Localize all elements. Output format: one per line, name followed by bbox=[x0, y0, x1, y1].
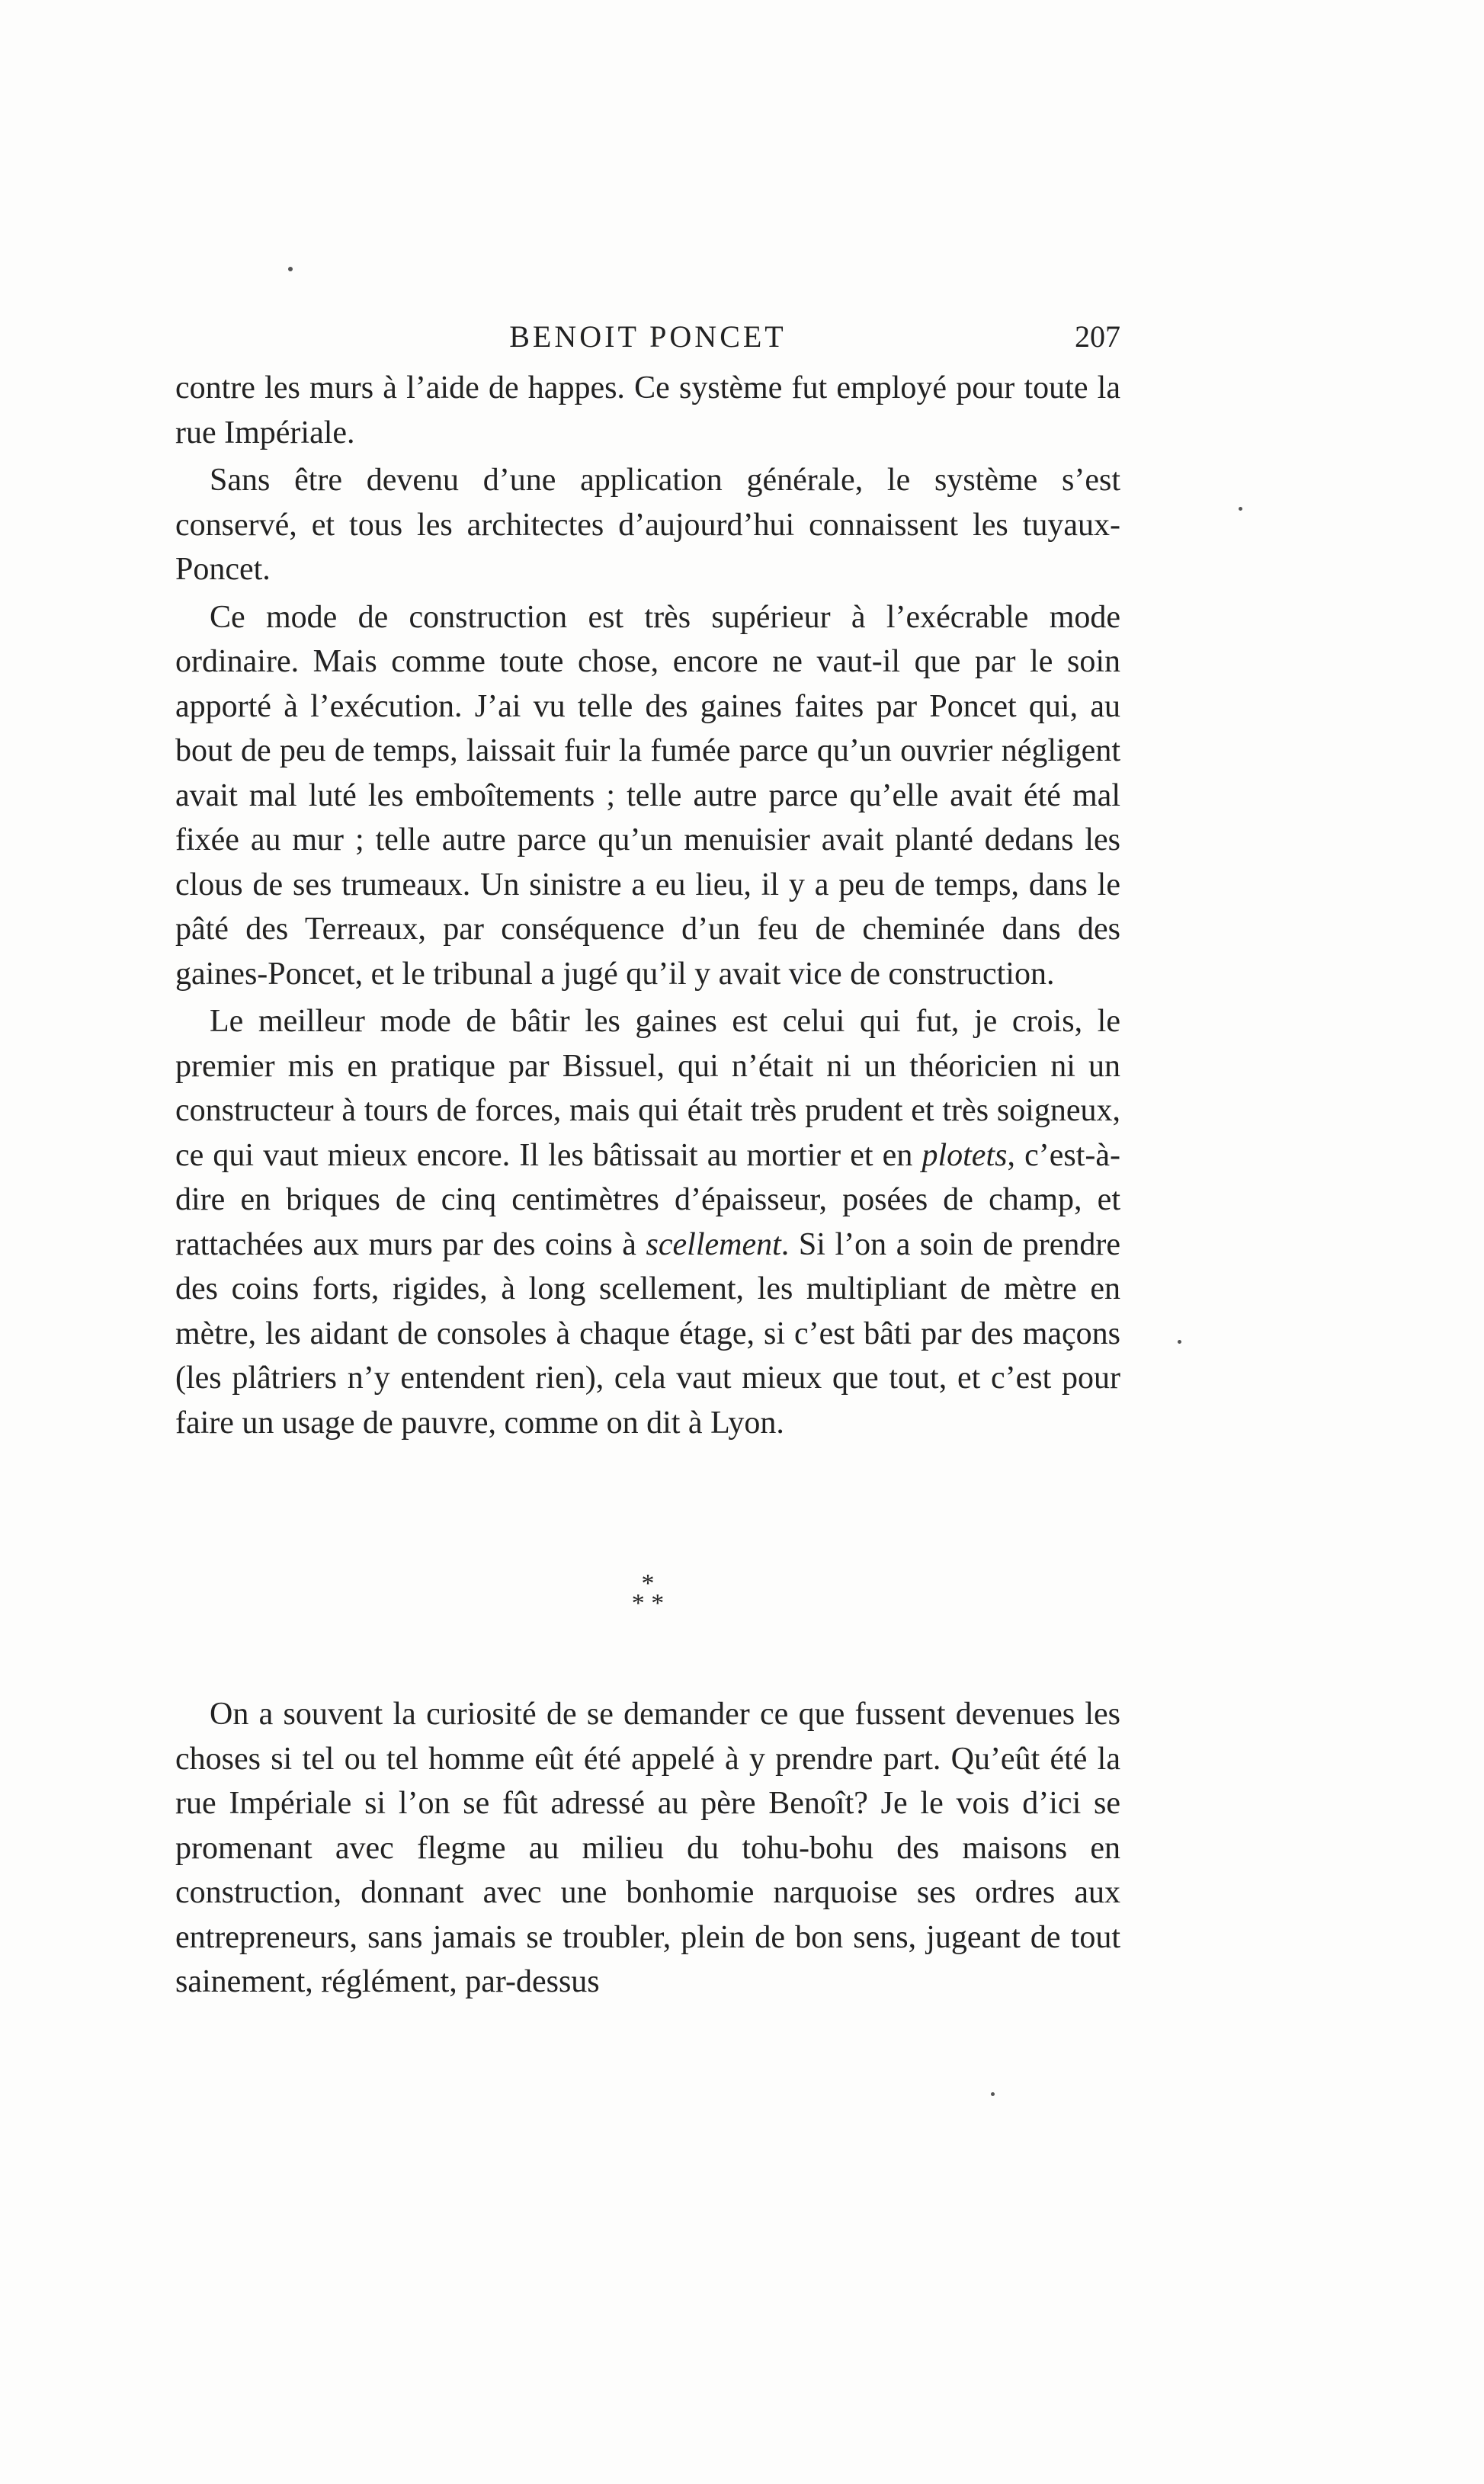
section-two bbox=[175, 1692, 1120, 2005]
body-text bbox=[175, 366, 1120, 1445]
paragraph-text: , c’est-à-dire en briques de cinq centimètres d’épaisseur, posées de champ, et rattachées aux murs par des coins à bbox=[175, 1137, 1121, 1262]
page-number: 207 bbox=[1075, 319, 1120, 354]
paragraph-text: Le meilleur mode de bâtir les gaines est celui qui fut, je crois, le premier mis en pratique par Bissuel, qui n’était ni un théoricien ni un constructeur à tours de forces, mais qui était très prudent et très soigneux, ce qui vaut mieux encore. Il les bâtissait au mortier et en bbox=[175, 1004, 1120, 1173]
paragraph-continuation: contre les murs à l’aide de happes. Ce système fut employé pour toute la rue Impériale. bbox=[175, 370, 1120, 450]
ink-speck bbox=[1178, 1340, 1181, 1344]
paragraph-bissuel bbox=[175, 999, 1120, 1445]
italic-term-plotets: plotets bbox=[921, 1137, 1008, 1173]
asterism bbox=[0, 1569, 1296, 1617]
running-head bbox=[175, 319, 1120, 364]
paragraph-text: . Si l’on a soin de prendre des coins forts, rigides, à long scellement, les multipliant de mètre en mètre, les aidant de consoles à chaque étage, si c’est bâti par des maçons (les plâtriers n’y entendent rien), cela vaut mieux que tout, et c’est pour faire un usage de pauvre, comme on dit à Lyon. bbox=[175, 1226, 1120, 1441]
paragraph: Sans être devenu d’une application générale, le système s’est conservé, et tous les architectes d’aujourd’hui connaissent les tuyaux-Poncet. bbox=[175, 463, 1120, 587]
paragraph: On a souvent la curiosité de se demander ce que fussent devenues les choses si tel ou tel homme eût été appelé à y prendre part. Qu’eût été la rue Impériale si l’on se fût adressé au père Benoît? Je le vois d’ici se promenant avec flegme au milieu du tohu-bohu des maisons en construction, donnant avec une bonhomie narquoise ses ordres aux entrepreneurs, sans jamais se troubler, plein de bon sens, jugeant de tout sainement, réglément, par-dessus bbox=[175, 1697, 1120, 1999]
asterism-bottom: * * bbox=[631, 1589, 665, 1617]
paragraph: Ce mode de construction est très supérieur à l’exécrable mode ordinaire. Mais comme toute chose, encore ne vaut-il que par le soin apporté à l’exécution. J’ai vu telle des gaines faites par Poncet qui, au bout de peu de temps, laissait fuir la fumée parce qu’un ouvrier négligent avait mal luté les emboîtements ; telle autre parce qu’elle avait été mal fixée au mur ; telle autre parce qu’un menuisier avait planté dedans les clous de ses trumeaux. Un sinistre a eu lieu, il y a peu de temps, dans le pâté des Terreaux, par conséquence d’un feu de cheminée dans des gaines-Poncet, et le tribunal a jugé qu’il y avait vice de construction. bbox=[175, 599, 1120, 992]
italic-term-scellement: scellement bbox=[646, 1226, 781, 1262]
asterism-top: * bbox=[641, 1569, 655, 1598]
running-title: BENOIT PONCET bbox=[509, 319, 787, 354]
ink-speck bbox=[991, 2092, 995, 2096]
ink-speck bbox=[1239, 507, 1242, 511]
ink-speck bbox=[288, 267, 293, 271]
